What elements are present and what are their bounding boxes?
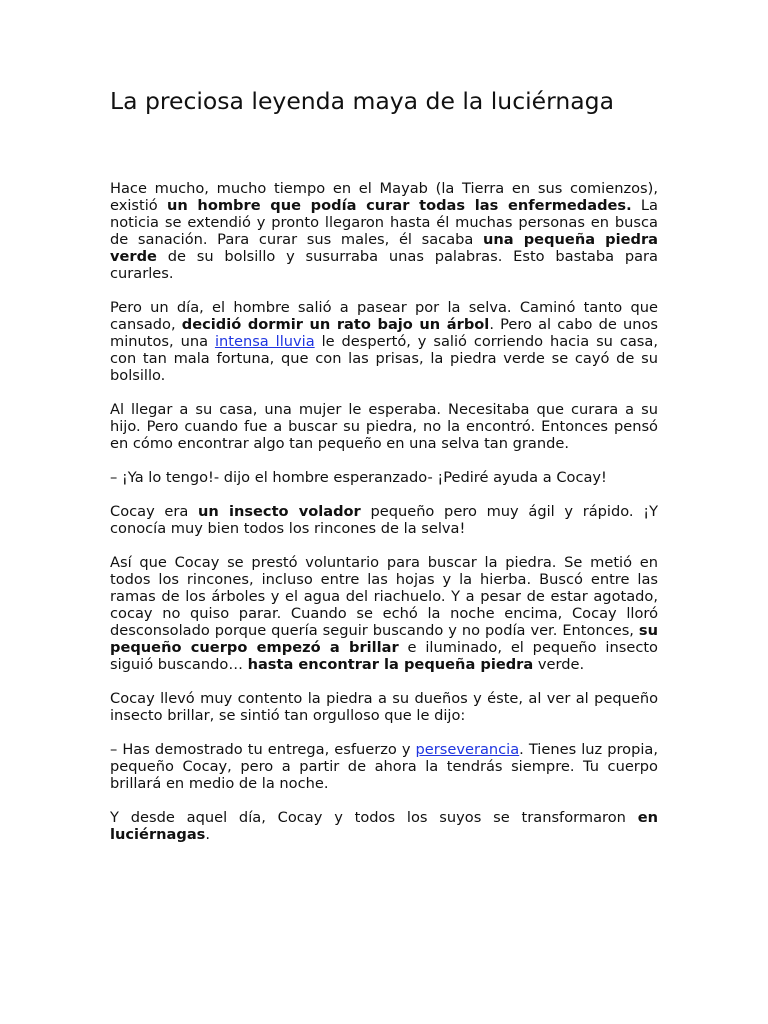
inline-link[interactable]: perseverancia — [415, 741, 520, 758]
document-body — [110, 180, 658, 843]
text-run: Y desde aquel día, Cocay y todos los suyos se transformaron — [110, 809, 638, 826]
paragraph-5 — [110, 503, 658, 537]
bold-text: un hombre que podía curar todas las enfermedades. — [166, 197, 632, 214]
bold-text: hasta encontrar la pequeña piedra — [247, 656, 534, 673]
text-run: Pero un día, el hombre salió a pasear por la selva. Caminó tanto que cansado, — [110, 299, 658, 333]
paragraph-8 — [110, 741, 658, 792]
text-run: Al llegar a su casa, una mujer le esperaba. Necesitaba que curara a su hijo. Pero cuando fue a buscar su piedra, no la encontró. Entonces pensó en cómo encontrar algo tan pequeño en una selva tan grande. — [110, 401, 658, 452]
document-page — [110, 86, 658, 860]
text-run: verde. — [533, 656, 585, 673]
inline-link[interactable]: intensa lluvia — [214, 333, 315, 350]
paragraph-9 — [110, 809, 658, 843]
paragraph-2 — [110, 299, 658, 384]
text-run: Cocay era — [110, 503, 199, 520]
text-run: le despertó, y salió corriendo hacia su casa, con tan mala fortuna, que con las prisas, la piedra verde se cayó de su bolsillo. — [110, 333, 658, 384]
text-run: . — [205, 826, 210, 843]
text-run: Así que Cocay se prestó voluntario para buscar la piedra. Se metió en todos los rincones, incluso entre las hojas y la hierba. Buscó entre las ramas de los árboles y el agua del riachuelo. Y a pesar de estar agotado, cocay no quiso parar. Cuando se echó la noche encima, Cocay lloró desconsolado porque quería seguir buscando y no podía ver. Entonces, — [110, 554, 658, 639]
bold-text: una pequeña piedra verde — [110, 231, 658, 265]
text-run: Hace mucho, mucho tiempo en el Mayab (la Tierra en sus comienzos), existió — [110, 180, 658, 214]
paragraph-3 — [110, 401, 658, 452]
page-title: La preciosa leyenda maya de la luciérnaga — [110, 87, 614, 115]
bold-text: en luciérnagas — [110, 809, 658, 843]
paragraph-4 — [110, 469, 658, 486]
text-run: Cocay llevó muy contento la piedra a su dueños y éste, al ver al pequeño insecto brillar, se sintió tan orgulloso que le dijo: — [110, 690, 658, 724]
paragraph-7 — [110, 690, 658, 724]
paragraph-1 — [110, 180, 658, 282]
text-run: . Tienes luz propia, pequeño Cocay, pero a partir de ahora la tendrás siempre. Tu cuerpo brillará en medio de la noche. — [110, 741, 658, 792]
paragraph-6 — [110, 554, 658, 673]
text-run: pequeño pero muy ágil y rápido. ¡Y conocía muy bien todos los rincones de la selva! — [110, 503, 659, 537]
text-run: – ¡Ya lo tengo!- dijo el hombre esperanzado- ¡Pediré ayuda a Cocay! — [110, 469, 607, 486]
bold-text: un insecto volador — [198, 503, 361, 520]
text-run: . Pero al cabo de unos minutos, una — [110, 316, 659, 350]
text-run: La noticia se extendió y pronto llegaron hasta él muchas personas en busca de sanación. Para curar sus males, él sacaba — [110, 197, 658, 248]
text-run: e iluminado, el pequeño insecto siguió buscando… — [110, 639, 658, 673]
bold-text: su pequeño cuerpo empezó a brillar — [110, 622, 658, 656]
text-run: – Has demostrado tu entrega, esfuerzo y — [110, 741, 416, 758]
text-run: de su bolsillo y susurraba unas palabras. Esto bastaba para curarles. — [110, 248, 658, 282]
bold-text: decidió dormir un rato bajo un árbol — [181, 316, 490, 333]
